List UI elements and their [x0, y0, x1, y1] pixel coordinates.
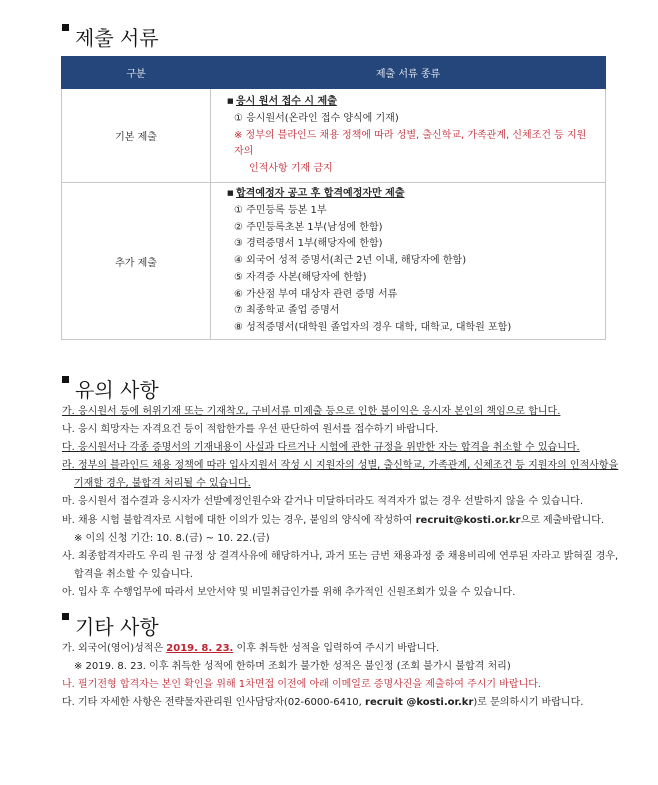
category-basic: 기본 제출 [62, 89, 211, 183]
precaution-ba: 바. 채용 시험 불합격자로 시험에 대한 이의가 있는 경우, 붙임의 양식에 작성하여 recruit@kosti.or.kr으로 제출바랍니다. [62, 514, 605, 526]
objection-period-note: ※ 이의 신청 기간: 10. 8.(금) ~ 10. 22.(금) [74, 532, 270, 544]
precaution-sa-line2: 합격을 취소할 수 있습니다. [74, 568, 193, 580]
precaution-ra-line1: 라. 정부의 블라인드 채용 정책에 따라 입사지원서 작성 시 지원자의 성별, 출신학교, 가족관계, 신체조건 등 지원자의 인적사항을 [62, 460, 619, 472]
other-da: 다. 기타 자세한 사항은 전략물자관리원 인사담당자(02-6000-6410, recruit @kosti.or.kr)로 문의하시기 바랍니다. [62, 697, 584, 709]
square-bullet-icon [62, 613, 69, 620]
precaution-ma: 마. 응시원서 접수결과 응시자가 선발예정인원수와 같거나 미달하더라도 적격자가 없는 경우 선발하지 않을 수 있습니다. [62, 496, 584, 508]
contact-email: recruit @kosti.or.kr [365, 697, 474, 709]
blind-note-line2: 인적사항 기재 금지 [249, 163, 333, 175]
square-bullet-icon [62, 376, 69, 383]
precaution-sa-line1: 사. 최종합격자라도 우리 원 규정 상 결격사유에 해당하거나, 과거 또는 금번 채용과정 중 채용비리에 연루된 자라고 밝혀질 경우, [62, 550, 619, 562]
list-item: ⑥ 가산점 부여 대상자 관련 증명 서류 [234, 288, 398, 300]
additional-docs-cell [211, 183, 606, 340]
others-section-title: 기타 사항 [62, 611, 159, 640]
blind-note-line1: ※ 정부의 블라인드 채용 정책에 따라 성별, 출신학교, 가족관계, 신체조건 등 지원자의 [234, 129, 587, 158]
additional-heading: ■ 합격예정자 공고 후 합격예정자만 제출 [227, 185, 595, 203]
list-item: ① 응시원서(온라인 접수 양식에 기재) [234, 112, 399, 124]
other-na: 나. 필기전형 합격자는 본인 확인을 위해 1차면접 이전에 아래 이메일로 증명사진을 제출하여 주시기 바랍니다. [62, 679, 542, 691]
precaution-na: 나. 응시 희망자는 자격요건 등이 적합한가를 우선 판단하여 원서를 접수하기 바랍니다. [62, 424, 439, 436]
documents-section-title: 제출 서류 [62, 22, 159, 51]
list-item: ④ 외국어 성적 증명서(최근 2년 이내, 해당자에 한함) [234, 255, 467, 267]
list-item: ② 주민등록초본 1부(남성에 한함) [234, 221, 383, 233]
precautions-list [62, 403, 622, 602]
precaution-a: 아. 입사 후 수행업무에 따라서 보안서약 및 비밀취급인가를 위해 추가적인 신원조회가 있을 수 있습니다. [62, 586, 516, 598]
precaution-ra-line2: 기재할 경우, 불합격 처리될 수 있습니다. [74, 478, 251, 490]
score-cutoff-date: 2019. 8. 23. [166, 643, 234, 654]
precaution-da: 다. 응시원서나 각종 증명서의 기재내용이 사실과 다르거나 시험에 관한 규정을 위반한 자는 합격을 취소할 수 있습니다. [62, 442, 580, 454]
basic-docs-cell [211, 89, 606, 183]
list-item: ⑤ 자격증 사본(해당자에 한함) [234, 271, 367, 283]
header-document-types: 제출 서류 종류 [211, 57, 606, 89]
other-ga: 가. 외국어(영어)성적은 2019. 8. 23. 이후 취득한 성적을 입력하여 주시기 바랍니다. [62, 643, 440, 654]
bullet-icon: ■ [227, 97, 234, 105]
documents-table [61, 56, 606, 340]
list-item: ③ 경력증명서 1부(해당자에 한함) [234, 238, 383, 250]
list-item: ① 주민등록 등본 1부 [234, 204, 327, 216]
list-item: ⑧ 성적증명서(대학원 졸업자의 경우 대학, 대학교, 대학원 포함) [234, 322, 512, 334]
recruit-email: recruit@kosti.or.kr [415, 514, 521, 526]
table-row-basic [62, 89, 606, 183]
score-note: ※ 2019. 8. 23. 이후 취득한 성적에 한하며 조회가 불가한 성적은 불인정 (조회 불가시 불합격 처리) [74, 661, 511, 673]
precautions-section-title: 유의 사항 [62, 374, 159, 403]
category-additional: 추가 제출 [62, 183, 211, 340]
precaution-ga: 가. 응시원서 등에 허위기재 또는 기재착오, 구비서류 미제출 등으로 인한 불이익은 응시자 본인의 책임으로 합니다. [62, 406, 561, 417]
list-item: ⑦ 최종학교 졸업 증명서 [234, 305, 340, 317]
table-row-additional [62, 183, 606, 340]
bullet-icon: ■ [227, 188, 234, 197]
square-bullet-icon [62, 24, 69, 31]
basic-heading: ■ 응시 원서 접수 시 제출 [227, 93, 595, 111]
header-category: 구분 [62, 57, 211, 89]
others-list [62, 640, 622, 712]
